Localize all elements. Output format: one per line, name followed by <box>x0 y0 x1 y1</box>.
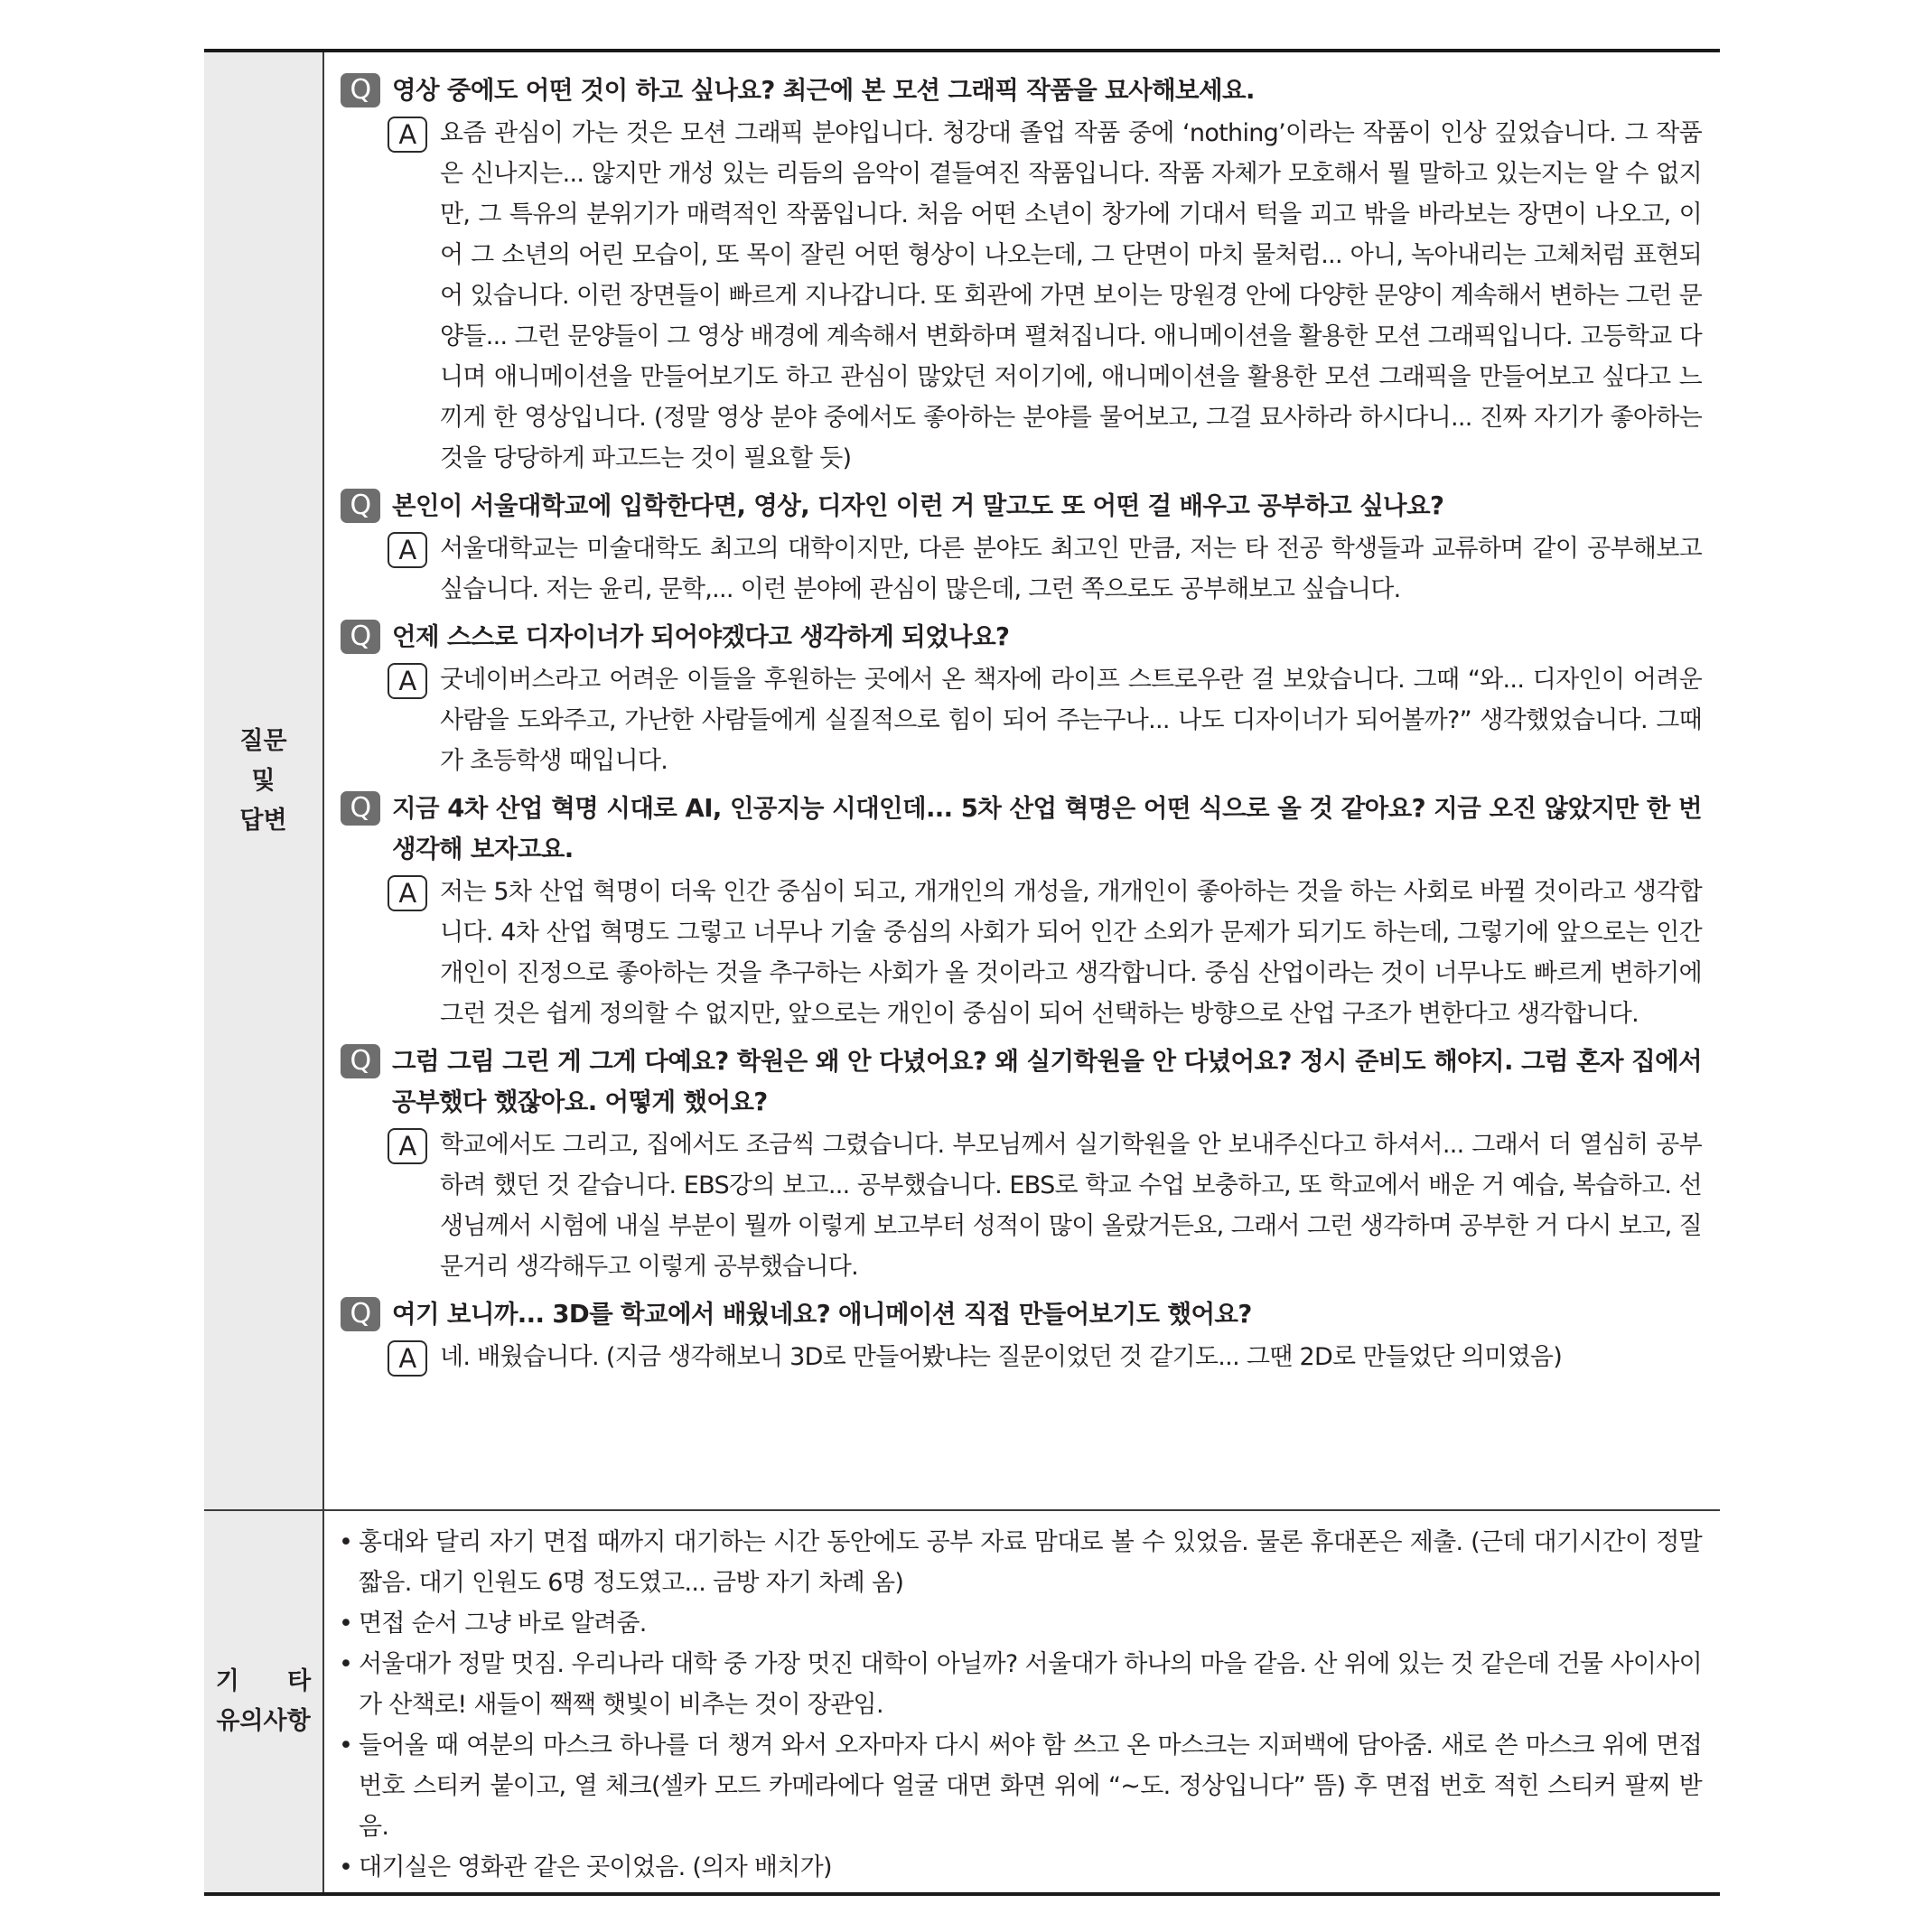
answer-text: 서울대학교는 미술대학도 최고의 대학이지만, 다른 분야도 최고인 만큼, 저는 타 전공 학생들과 교류하며 같이 공부해보고 싶습니다. 저는 윤리, 문학,... 이런 분야에 관심이 많은데, 그런 쪽으로도 공부해보고 싶습니다. <box>440 535 1702 603</box>
answer-1 <box>341 113 1702 479</box>
note-item <box>337 1644 1702 1725</box>
qa-label-line-3: 답변 <box>239 806 287 835</box>
qa-section-label <box>204 52 324 1509</box>
note-item <box>337 1725 1702 1847</box>
notes-section-label <box>204 1511 332 1892</box>
notes-label-line-2: 유의사항 <box>216 1707 311 1735</box>
notes-section <box>204 1509 1720 1892</box>
note-text: 들어올 때 여분의 마스크 하나를 더 챙겨 와서 오자마자 다시 써야 함 쓰고 온 마스크는 지퍼백에 담아줌. 새로 쓴 마스크 위에 면접 번호 스티커 붙이고, 열 체크(셀카 모드 카메라에다 얼굴 대면 화면 위에 “~도. 정상입니다” 뜸) 후 면접 번호 적힌 스티커 팔찌 받음. <box>359 1731 1702 1841</box>
answer-text: 네. 배웠습니다. (지금 생각해보니 3D로 만들어봤냐는 질문이었던 것 같기도... 그땐 2D로 만들었단 의미였음) <box>440 1343 1563 1371</box>
answer-badge: A <box>388 117 427 153</box>
note-text: 홍대와 달리 자기 면접 때까지 대기하는 시간 동안에도 공부 자료 맘대로 볼 수 있었음. 물론 휴대폰은 제출. (근데 대기시간이 정말 짧음. 대기 인원도 6명 정도였고... 금방 자기 차례 옴) <box>359 1528 1702 1597</box>
question-4 <box>341 789 1702 870</box>
answer-badge: A <box>388 1128 427 1164</box>
question-badge: Q <box>341 1044 380 1078</box>
question-text: 지금 4차 산업 혁명 시대로 AI, 인공지능 시대인데... 5차 산업 혁명은 어떤 식으로 올 것 같아요? 지금 오진 않았지만 한 번 생각해 보자고요. <box>392 794 1702 863</box>
qa-content <box>324 52 1720 1509</box>
question-text: 본인이 서울대학교에 입학한다면, 영상, 디자인 이런 거 말고도 또 어떤 걸 배우고 공부하고 싶나요? <box>392 491 1444 520</box>
question-badge: Q <box>341 620 380 654</box>
bullet-icon: • <box>339 1610 353 1638</box>
question-badge: Q <box>341 1297 380 1331</box>
bullet-icon: • <box>339 1731 353 1759</box>
question-text: 여기 보니까... 3D를 학교에서 배웠네요? 애니메이션 직접 만들어보기도 했어요? <box>392 1300 1252 1329</box>
notes-label-line-1: 기 타 <box>215 1667 332 1695</box>
answer-badge: A <box>388 875 427 911</box>
note-text: 면접 순서 그냥 바로 알려줌. <box>359 1610 647 1638</box>
question-text: 영상 중에도 어떤 것이 하고 싶나요? 최근에 본 모션 그래픽 작품을 묘사해보세요. <box>392 76 1255 105</box>
answer-badge: A <box>388 1340 427 1377</box>
note-item <box>337 1603 1702 1644</box>
question-2 <box>341 486 1702 527</box>
note-text: 대기실은 영화관 같은 곳이었음. (의자 배치가) <box>359 1853 832 1881</box>
question-badge: Q <box>341 489 380 523</box>
answer-2 <box>341 528 1702 610</box>
answer-text: 굿네이버스라고 어려운 이들을 후원하는 곳에서 온 책자에 라이프 스트로우란 걸 보았습니다. 그때 “와... 디자인이 어려운 사람을 도와주고, 가난한 사람들에게 실질적으로 힘이 되어 주는구나... 나도 디자이너가 되어볼까?” 생각했었습니다. 그때가 초등학생 때입니다. <box>440 666 1702 775</box>
bullet-icon: • <box>339 1528 353 1556</box>
answer-5 <box>341 1125 1702 1287</box>
qa-label-line-2: 및 <box>251 766 276 795</box>
question-text: 언제 스스로 디자이너가 되어야겠다고 생각하게 되었나요? <box>392 622 1010 651</box>
question-badge: Q <box>341 73 380 107</box>
bullet-icon: • <box>339 1650 353 1678</box>
answer-badge: A <box>388 663 427 699</box>
question-5 <box>341 1041 1702 1123</box>
answer-4 <box>341 872 1702 1034</box>
answer-text: 학교에서도 그리고, 집에서도 조금씩 그렸습니다. 부모님께서 실기학원을 안 보내주신다고 하셔서... 그래서 더 열심히 공부하려 했던 것 같습니다. EBS강의 보고... 공부했습니다. EBS로 학교 수업 보충하고, 또 학교에서 배운 거 예습, 복습하고. 선생님께서 시험에 내실 부분이 뭘까 이렇게 보고부터 성적이 많이 올랐거든요, 그래서 그런 생각하며 공부한 거 다시 보고, 질문거리 생각해두고 이렇게 공부했습니다. <box>440 1131 1702 1281</box>
answer-text: 요즘 관심이 가는 것은 모션 그래픽 분야입니다. 청강대 졸업 작품 중에 ‘nothing’이라는 작품이 인상 깊었습니다. 그 작품은 신나지는... 않지만 개성 있는 리듬의 음악이 곁들여진 작품입니다. 작품 자체가 모호해서 뭘 말하고 있는지는 알 수 없지만, 그 특유의 분위기가 매력적인 작품입니다. 처음 어떤 소년이 창가에 기대서 턱을 괴고 밖을 바라보는 장면이 나오고, 이어 그 소년의 어린 모습이, 또 목이 잘린 어떤 형상이 나오는데, 그 단면이 마치 물처럼... 아니, 녹아내리는 고체처럼 표현되어 있습니다. 이런 장면들이 빠르게 지나갑니다. 또 회관에 가면 보이는 망원경 안에 다양한 문양이 계속해서 변하는 그런 문양들... 그런 문양들이 그 영상 배경에 계속해서 변화하며 펼쳐집니다. 애니메이션을 활용한 모션 그래픽입니다. 고등학교 다니며 애니메이션을 만들어보기도 하고 관심이 많았던 저이기에, 애니메이션을 활용한 모션 그래픽을 만들어보고 싶다고 느끼게 한 영상입니다. (정말 영상 분야 중에서도 좋아하는 분야를 물어보고, 그걸 묘사하라 하시다니... 진짜 자기가 좋아하는 것을 당당하게 파고드는 것이 필요할 듯) <box>440 119 1703 472</box>
question-3 <box>341 617 1702 658</box>
question-6 <box>341 1294 1702 1335</box>
qa-label-line-1: 질문 <box>239 726 287 755</box>
answer-badge: A <box>388 532 427 568</box>
interview-record-table <box>204 49 1720 1896</box>
answer-6 <box>341 1337 1702 1377</box>
note-item <box>337 1847 1702 1888</box>
note-text: 서울대가 정말 멋짐. 우리나라 대학 중 가장 멋진 대학이 아닐까? 서울대가 하나의 마을 같음. 산 위에 있는 것 같은데 건물 사이사이가 산책로! 새들이 짹짹 햇빛이 비추는 것이 장관임. <box>359 1650 1702 1719</box>
qa-section <box>204 52 1720 1509</box>
notes-content <box>324 1511 1720 1892</box>
question-1 <box>341 70 1702 111</box>
question-text: 그럼 그림 그린 게 그게 다예요? 학원은 왜 안 다녔어요? 왜 실기학원을 안 다녔어요? 정시 준비도 해야지. 그럼 혼자 집에서 공부했다 했잖아요. 어떻게 했어요? <box>392 1047 1702 1116</box>
question-badge: Q <box>341 791 380 826</box>
answer-text: 저는 5차 산업 혁명이 더욱 인간 중심이 되고, 개개인의 개성을, 개개인이 좋아하는 것을 하는 사회로 바뀔 것이라고 생각합니다. 4차 산업 혁명도 그렇고 너무나 기술 중심의 사회가 되어 인간 소외가 문제가 되기도 하는데, 그렇기에 앞으로는 인간 개인이 진정으로 좋아하는 것을 추구하는 사회가 올 것이라고 생각합니다. 중심 산업이라는 것이 너무나도 빠르게 변하기에 그런 것은 쉽게 정의할 수 없지만, 앞으로는 개인이 중심이 되어 선택하는 방향으로 산업 구조가 변한다고 생각합니다. <box>440 878 1702 1028</box>
bullet-icon: • <box>339 1853 353 1881</box>
note-item <box>337 1522 1702 1603</box>
answer-3 <box>341 659 1702 781</box>
